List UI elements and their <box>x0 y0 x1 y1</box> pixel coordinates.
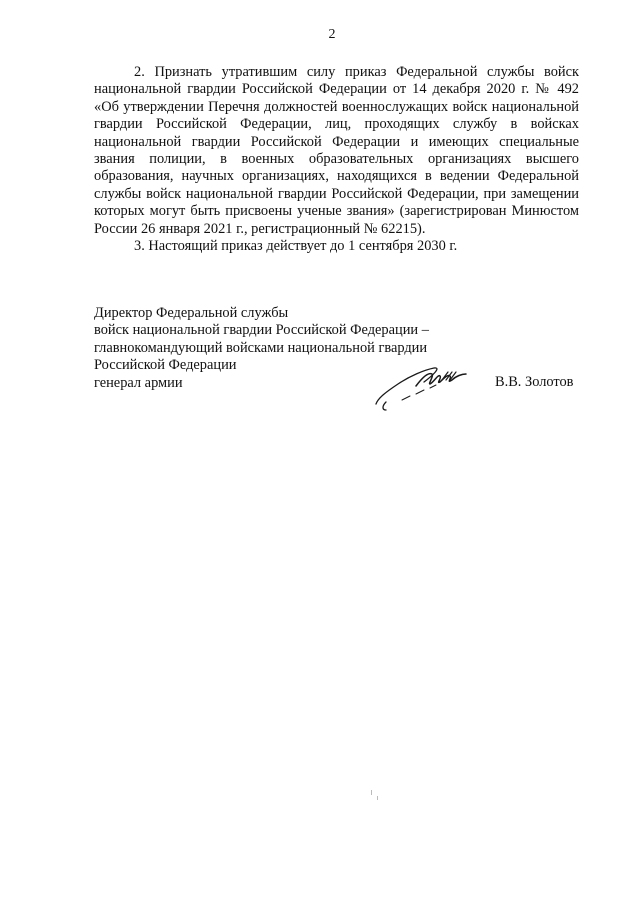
handwritten-signature <box>372 362 472 412</box>
scan-speck <box>377 796 378 800</box>
paragraph-3: 3. Настоящий приказ действует до 1 сентября 2030 г. <box>134 238 458 255</box>
page-number: 2 <box>328 27 336 42</box>
signer-title-line-1: Директор Федеральной службы <box>94 305 289 321</box>
signer-name: В.В. Золотов <box>495 374 574 390</box>
signer-title-line-2: войск национальной гвардии Российской Федерации – <box>94 322 429 339</box>
signer-title-line-3: главнокомандующий войсками национальной гвардии <box>94 339 428 356</box>
scan-speck <box>371 790 372 795</box>
signer-rank: генерал армии <box>94 374 183 391</box>
paragraph-2: 2. Признать утратившим силу приказ Федеральной службы войск национальной гвардии Российской Федерации от 14 декабря 2020 г. № 492 «Об утверждении Перечня должностей военнослужащих войск национальной гвардии Российской Федерации, лиц, проходящих службу в войсках национальной гвардии Российской Федерации и имеющих специальные звания полиции, в военных образовательных организациях высшего образования, научных организациях, находящихся в ведении Федеральной службы войск национальной гвардии Российской Федерации, при замещении которых могут быть присвоены ученые звания» (зарегистрирован Минюстом России 26 января 2021 г., регистрационный № 62215). <box>94 64 579 237</box>
signer-title-line-4: Российской Федерации <box>94 357 237 374</box>
document-body <box>94 64 579 255</box>
